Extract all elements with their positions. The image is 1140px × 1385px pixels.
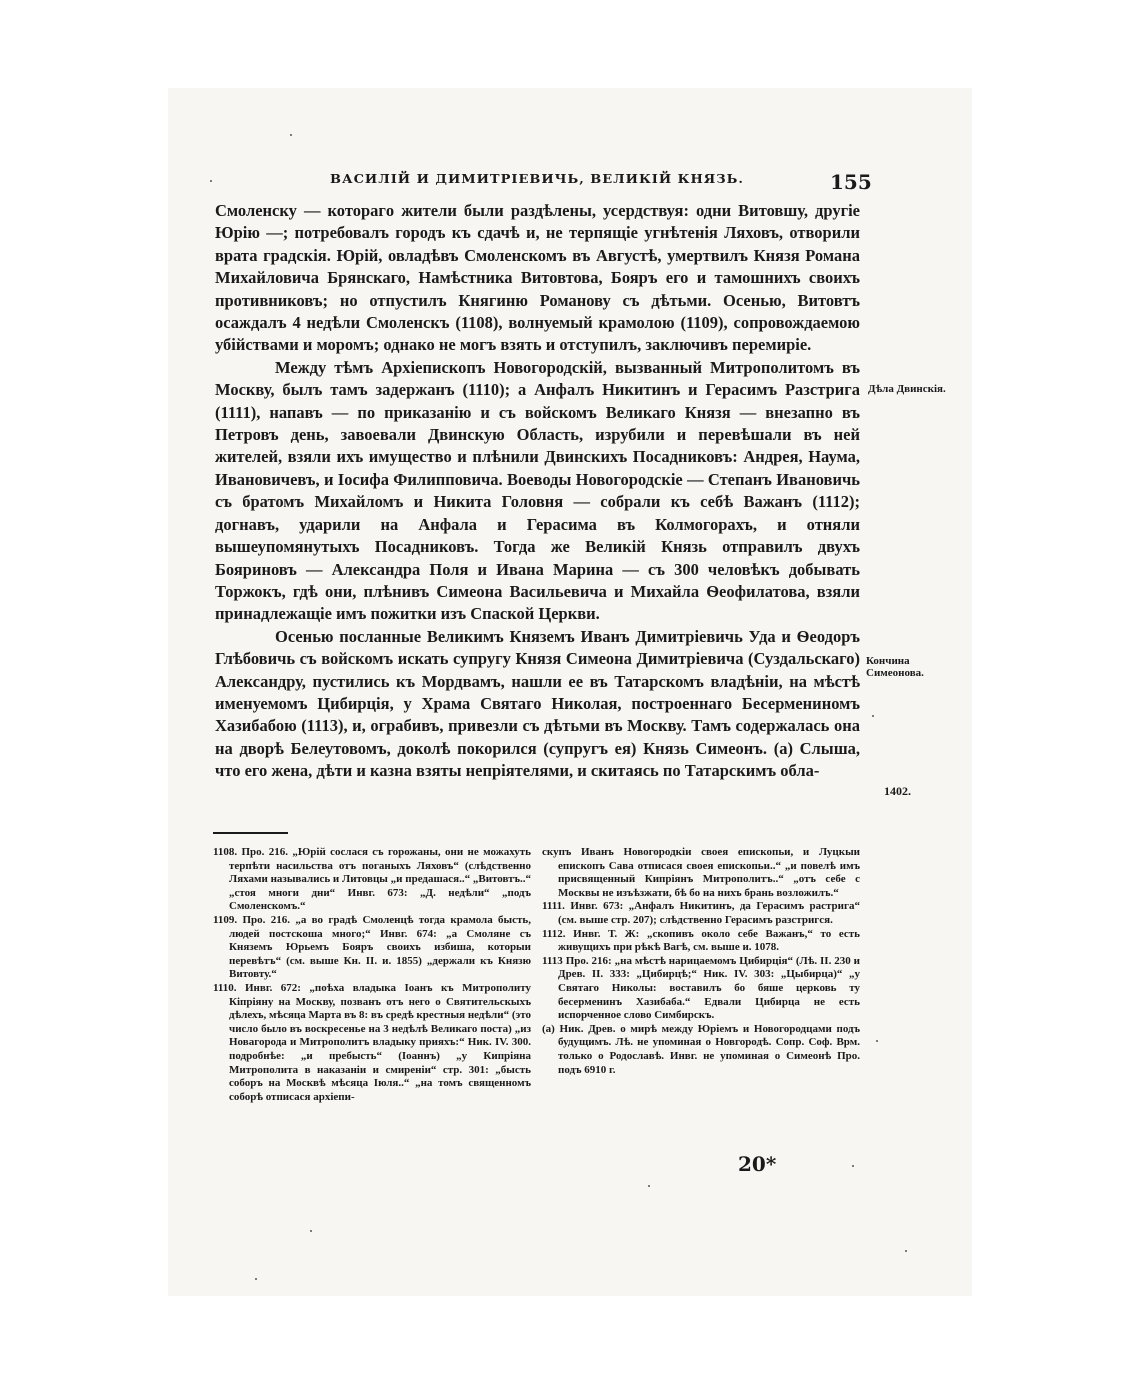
scan-speck bbox=[872, 715, 874, 717]
paragraph: Осенью посланные Великимъ Княземъ Иванъ Димитріевичь Уда и Ѳеодоръ Глѣбовичь съ войскомъ искать супругу Князя Симеона Димитріевича (Суздальскаго) Александру, пустились къ Мордвамъ, нашли ее въ Татарскомъ владѣніи, на мѣстѣ именуемомъ Цибирція, у Храма Святаго Николая, построеннаго Бесермениномъ Хазибабою (1113), и, ограбивъ, привезли съ дѣтьми въ Москву. Тамъ содержалась она на дворѣ Белеутовомъ, доколѣ покорился (супругъ ея) Князь Симеонъ. (а) Слыша, что его жена, дѣти и казна взяты непріятелями, и скитаясь по Татарскимъ обла- bbox=[215, 626, 860, 781]
scan-speck bbox=[905, 1250, 907, 1252]
footnote: 1109. Про. 216. „а во градѣ Смоленцѣ тогда крамола бысть, людей постскоша много;“ Инвг. 674: „а Смоляне съ Княземъ Юрьемъ Бояръ своихъ избиша, которыи перевѣтъ“ (см. выше Кн. II. и. 1855) „держали къ Князю Витовту.“ bbox=[213, 913, 531, 981]
scan-speck bbox=[255, 1278, 257, 1280]
scan-speck bbox=[876, 1040, 878, 1042]
scan-speck bbox=[852, 1165, 854, 1167]
footnote: 1108. Про. 216. „Юрій сослася съ горожаны, они не можахуть терпѣти насильства отъ поганыхъ Ляховъ“ (слѣдственно Ляхами назывались и Литовцы „и предашася..“ „Витовтъ..“ „стоя многи дни“ Инвг. 673: „Д. недѣли“ „подъ Смоленскомъ.“ bbox=[213, 846, 532, 913]
paragraph: Между тѣмъ Архіепископъ Новогородскій, вызванный Митрополитомъ въ Москву, былъ тамъ задержанъ (1110); а Анфалъ Никитинъ и Герасимъ Разстрига (1111), напавъ — по приказанію и съ войскомъ Великаго Князя — внезапно въ Петровъ день, завоевали Двинскую Область, изрубили и перевѣшали въ ней жителей, взяли ихъ имущество и плѣнили Двинскихъ Посадниковъ: Андрея, Наума, Ивановичевъ, и Іосифа Филипповича. Воеводы Новогородскіе — Степанъ Ивановичь съ братомъ Михайломъ и Никита Головня — собрали къ себѣ Важанъ (1112); догнавъ, ударили на Анфала и Герасима въ Колмогорахъ, и отняли вышеупомянутыхъ Посадниковъ. Тогда же Великій Князь отправилъ двухъ Бояриновъ — Александра Поля и Ивана Марина — съ 300 человѣкъ добывать Торжокъ, гдѣ они, плѣнивъ Симеона Васильевича и Михайла Ѳеофилатова, взяли принадлежащіе имъ пожитки изъ Спаской Церкви. bbox=[215, 357, 860, 624]
footnote: 1112. Инвг. Т. Ж: „скопивъ около себе Важанъ,“ то есть живущихъ при рѣкѣ Вагѣ, см. выше и. 1078. bbox=[542, 927, 860, 954]
scan-speck bbox=[290, 134, 292, 136]
scan-speck bbox=[310, 1230, 312, 1232]
main-text bbox=[215, 200, 860, 783]
signature-mark: 20* bbox=[738, 1152, 777, 1176]
footnote: (а) Ник. Древ. о мирѣ между Юріемъ и Новогородцами подъ будущимъ. Лѣ. не упоминая о Новгородѣ. Сопр. Соф. Врм. только о Родославѣ. Инвг. не упоминая о Симеонѣ Про. подъ 6910 г. bbox=[542, 1022, 860, 1076]
footnote: 1113 Про. 216: „на мѣстѣ нарицаемомъ Цибирція“ (Лѣ. II. 230 и Древ. II. 333: „Цибирцѣ;“ Ник. IV. 303: „Цыбирца)“ „у Святаго Николы: воставилъ бо бяше церковь ту бесерменинъ Хазибаба.“ Едвали Цибирца не есть испорченное слово Симбирскъ. bbox=[542, 954, 860, 1022]
margin-note-dvina: Дѣла Двинскія. bbox=[868, 383, 946, 395]
footnote: скупъ Иванъ Новогородкіи своея епископьи, и Луцкыи епископъ Сава отписася своея епископьи..“ „и повелѣ имъ присвященный Кипріянъ Митрополитъ..“ „отъ себе с Москвы не изъѣзжати, бѣ бо на нихъ брань возложилъ.“ bbox=[542, 846, 860, 899]
margin-note-death: Кончина Симеонова. bbox=[866, 655, 924, 679]
footnotes-left bbox=[213, 846, 531, 1104]
footnotes-right bbox=[542, 846, 860, 1077]
footnote: 1111. Инвг. 673: „Анфалъ Никитинъ, да Герасимъ растрига“ (см. выше стр. 207); слѣдственно Герасимъ разстригся. bbox=[542, 900, 860, 926]
footnote: 1110. Инвг. 672: „поѣха владыка Іоанъ къ Митрополиту Кіпріяну на Москву, позванъ отъ него о Святительскыхъ дѣлехъ, мѣсяца Марта въ 8: въ средѣ крестныя недѣли“ (это число было въ воскресенье на 3 недѣлѣ Великаго поста) „из Новагорода и Митрополитъ владыку прияхъ:“ Ник. IV. 300. подробнѣе: „и пребысть“ (Іоаннъ) „у Кипріяна Митрополита в наказаніи и смиреніи“ стр. 301: „бысть соборъ на Москвѣ мѣсяца Іюля..“ „на томъ священномъ соборѣ отписася архіепи- bbox=[213, 981, 531, 1103]
page-number: 155 bbox=[830, 170, 872, 194]
footnote-rule bbox=[213, 832, 288, 834]
scan-speck bbox=[648, 1185, 650, 1187]
scan-speck bbox=[210, 180, 212, 182]
margin-note-year: 1402. bbox=[884, 784, 911, 798]
running-title: ВАСИЛІЙ И ДИМИТРІЕВИЧЬ, ВЕЛИКІЙ КНЯЗЬ. bbox=[330, 172, 744, 187]
paragraph: Смоленску — которагo жители были раздѣлены, усердствуя: одни Витовшу, другіе Юрію —; потребовалъ городъ къ сдачѣ и, не терпящіе угнѣтенія Ляховъ, отворили врата градскія. Юрій, овладѣвъ Смоленскомъ въ Августѣ, умертвилъ Князя Романа Михайловича Брянскаго, Намѣстника Витовтова, Бояръ его и тамошнихъ своихъ противниковъ; но отпустилъ Княгиню Романову съ дѣтьми. Осенью, Витовтъ осаждалъ 4 недѣли Смоленскъ (1108), волнуемый крамолою (1109), сопровождаемою убійствами и моромъ; однако не могъ взять и отступилъ, заключивъ перемиріе. bbox=[215, 201, 860, 355]
